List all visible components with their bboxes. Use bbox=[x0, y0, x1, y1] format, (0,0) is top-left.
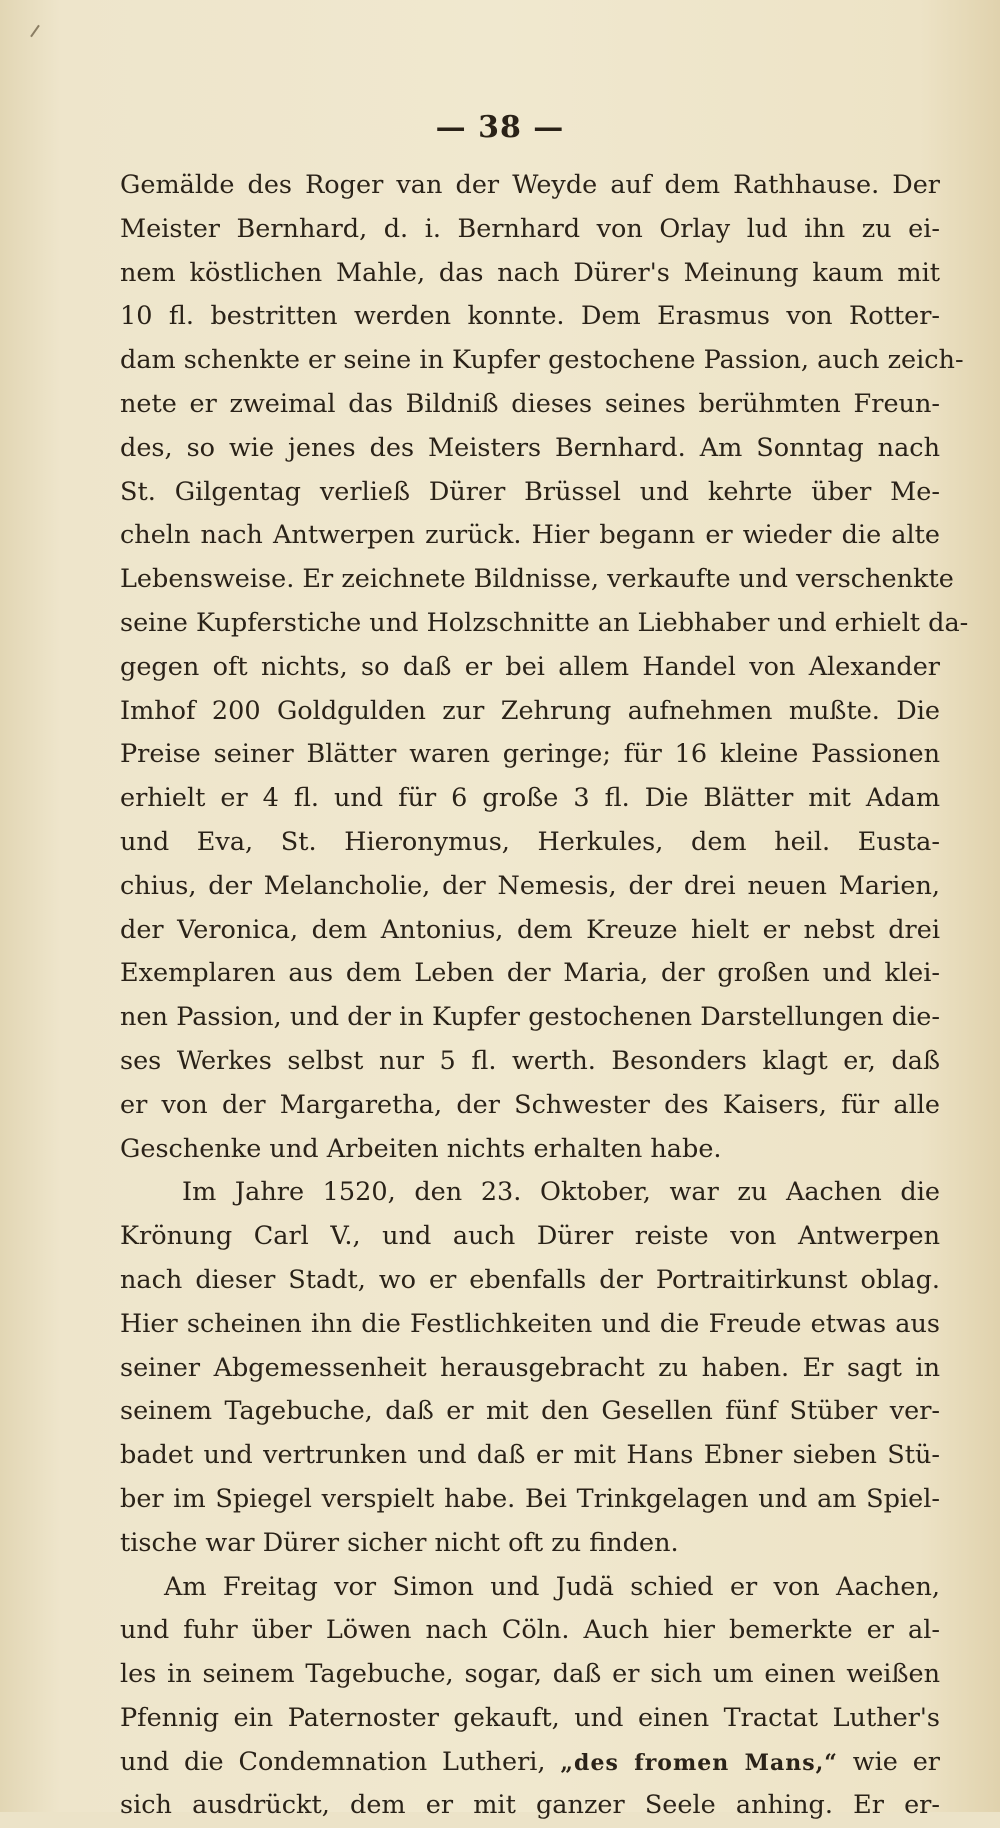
text-line: 10 fl. bestritten werden konnte. Dem Erasmus von Rotter- bbox=[120, 301, 940, 332]
text-line-with-quote bbox=[120, 1741, 940, 1785]
text-line: der Veronica, dem Antonius, dem Kreuze hielt er nebst drei bbox=[120, 914, 940, 945]
text-line: Pfennig ein Paternoster gekauft, und einen Tractat Luther's bbox=[120, 1702, 940, 1733]
text-line: Imhof 200 Goldgulden zur Zehrung aufnehmen mußte. Die bbox=[120, 695, 940, 726]
text-line: gegen oft nichts, so daß er bei allem Handel von Alexander bbox=[120, 651, 940, 682]
text-line: des, so wie jenes des Meisters Bernhard. Am Sonntag nach bbox=[120, 432, 940, 463]
text-line: Hier scheinen ihn die Festlichkeiten und die Freude etwas aus bbox=[120, 1308, 940, 1339]
text-line: sich ausdrückt, dem er mit ganzer Seele anhing. Er er- bbox=[120, 1790, 940, 1821]
text-segment: und die Condemnation Lutheri, bbox=[120, 1746, 546, 1777]
text-line: Krönung Carl V., und auch Dürer reiste von Antwerpen bbox=[120, 1221, 940, 1252]
text-line: chius, der Melancholie, der Nemesis, der drei neuen Marien, bbox=[120, 870, 940, 901]
text-line: nete er zweimal das Bildniß dieses seines berühmten Freun- bbox=[120, 388, 940, 419]
text-line: seinem Tagebuche, daß er mit den Gesellen fünf Stüber ver- bbox=[120, 1396, 940, 1427]
text-line: seiner Abgemessenheit herausgebracht zu haben. Er sagt in bbox=[120, 1352, 940, 1383]
paragraph-end-line: tische war Dürer sicher nicht oft zu finden. bbox=[120, 1527, 679, 1558]
text-line: St. Gilgentag verließ Dürer Brüssel und kehrte über Me- bbox=[120, 476, 940, 507]
text-line: er von der Margaretha, der Schwester des Kaisers, für alle bbox=[120, 1089, 940, 1120]
text-line: Meister Bernhard, d. i. Bernhard von Orlay lud ihn zu ei- bbox=[120, 213, 940, 244]
text-line: les in seinem Tagebuche, sogar, daß er sich um einen weißen bbox=[120, 1659, 940, 1690]
text-line: dam schenkte er seine in Kupfer gestochene Passion, auch zeich- bbox=[120, 345, 964, 376]
text-line: ber im Spiegel verspielt habe. Bei Trinkgelagen und am Spiel- bbox=[120, 1483, 940, 1514]
text-line: Lebensweise. Er zeichnete Bildnisse, verkaufte und verschenkte bbox=[120, 564, 954, 595]
text-line: Preise seiner Blätter waren geringe; für 16 kleine Passionen bbox=[120, 739, 940, 770]
text-line: nem köstlichen Mahle, das nach Dürer's Meinung kaum mit bbox=[120, 257, 940, 288]
text-line: Exemplaren aus dem Leben der Maria, der großen und klei- bbox=[120, 958, 940, 989]
text-line: badet und vertrunken und daß er mit Hans Ebner sieben Stü- bbox=[120, 1440, 940, 1471]
paragraph-end-line: Geschenke und Arbeiten nichts erhalten habe. bbox=[120, 1133, 722, 1164]
text-line: Gemälde des Roger van der Weyde auf dem Rathhause. Der bbox=[120, 170, 940, 200]
text-line: und fuhr über Löwen nach Cöln. Auch hier bemerkte er al- bbox=[120, 1615, 940, 1646]
text-line: cheln nach Antwerpen zurück. Hier begann er wieder die alte bbox=[120, 520, 940, 551]
text-line: nach dieser Stadt, wo er ebenfalls der Portraitirkunst oblag. bbox=[120, 1264, 940, 1295]
pencil-mark bbox=[30, 25, 40, 38]
paragraph-start-line: Am Freitag vor Simon und Judä schied er von Aachen, bbox=[164, 1571, 940, 1602]
page-number: — 38 — bbox=[435, 110, 565, 145]
text-segment: wie er bbox=[852, 1746, 941, 1777]
paragraph-start-line: Im Jahre 1520, den 23. Oktober, war zu Aachen die bbox=[182, 1177, 940, 1208]
text-line: und Eva, St. Hieronymus, Herkules, dem heil. Eusta- bbox=[120, 826, 940, 857]
text-line: erhielt er 4 fl. und für 6 große 3 fl. Die Blätter mit Adam bbox=[120, 783, 940, 814]
body-text bbox=[120, 164, 969, 1828]
quoted-phrase: „des fromen Mans,“ bbox=[560, 1749, 838, 1776]
text-line: ses Werkes selbst nur 5 fl. werth. Besonders klagt er, daß bbox=[120, 1045, 940, 1076]
text-line: nen Passion, und der in Kupfer gestochenen Darstellungen die- bbox=[120, 1002, 940, 1033]
text-line: seine Kupferstiche und Holzschnitte an Liebhaber und erhielt da- bbox=[120, 607, 969, 638]
